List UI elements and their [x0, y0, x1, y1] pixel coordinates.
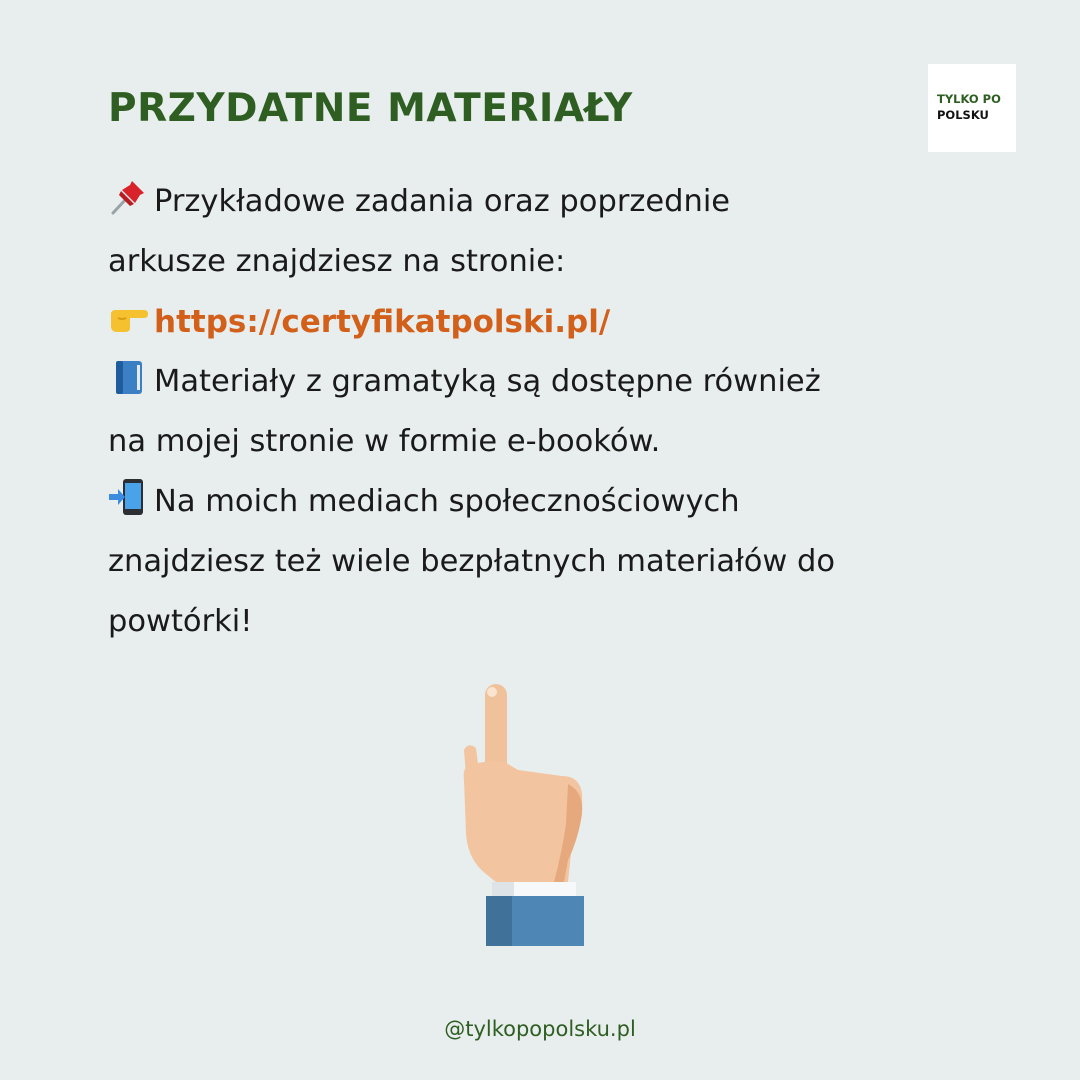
- text-line-4: Materiały z gramatyką są dostępne również: [154, 364, 821, 399]
- certyfikat-link[interactable]: https://certyfikatpolski.pl/: [154, 304, 611, 340]
- text-line-6: Na moich mediach społecznościowych: [154, 484, 740, 519]
- text-line: [108, 352, 1008, 412]
- text-line-1: Przykładowe zadania oraz poprzednie: [154, 184, 731, 219]
- link-line: [108, 292, 1008, 352]
- content-body: [108, 172, 1008, 652]
- social-handle: @tylkopopolsku.pl: [444, 1017, 636, 1041]
- text-line-7: znajdziesz też wiele bezpłatnych materiałów do: [108, 544, 836, 579]
- pointing-right-icon: [108, 298, 148, 338]
- text-line-8: powtórki!: [108, 604, 253, 639]
- brand-logo: [928, 64, 1016, 152]
- pushpin-icon: [108, 177, 148, 217]
- mobile-phone-arrow-icon: [108, 477, 148, 517]
- blue-book-icon: [108, 357, 148, 397]
- page-title: PRZYDATNE MATERIAŁY: [108, 86, 633, 131]
- text-line: [108, 172, 1008, 232]
- text-line-2: arkusze znajdziesz na stronie:: [108, 244, 566, 279]
- pointing-up-hand-icon: [458, 684, 590, 948]
- text-line-5: na mojej stronie w formie e-booków.: [108, 424, 661, 459]
- logo-line-2: POLSKU: [937, 108, 989, 122]
- logo-line-1: TYLKO PO: [937, 92, 1001, 106]
- text-line: [108, 472, 1008, 532]
